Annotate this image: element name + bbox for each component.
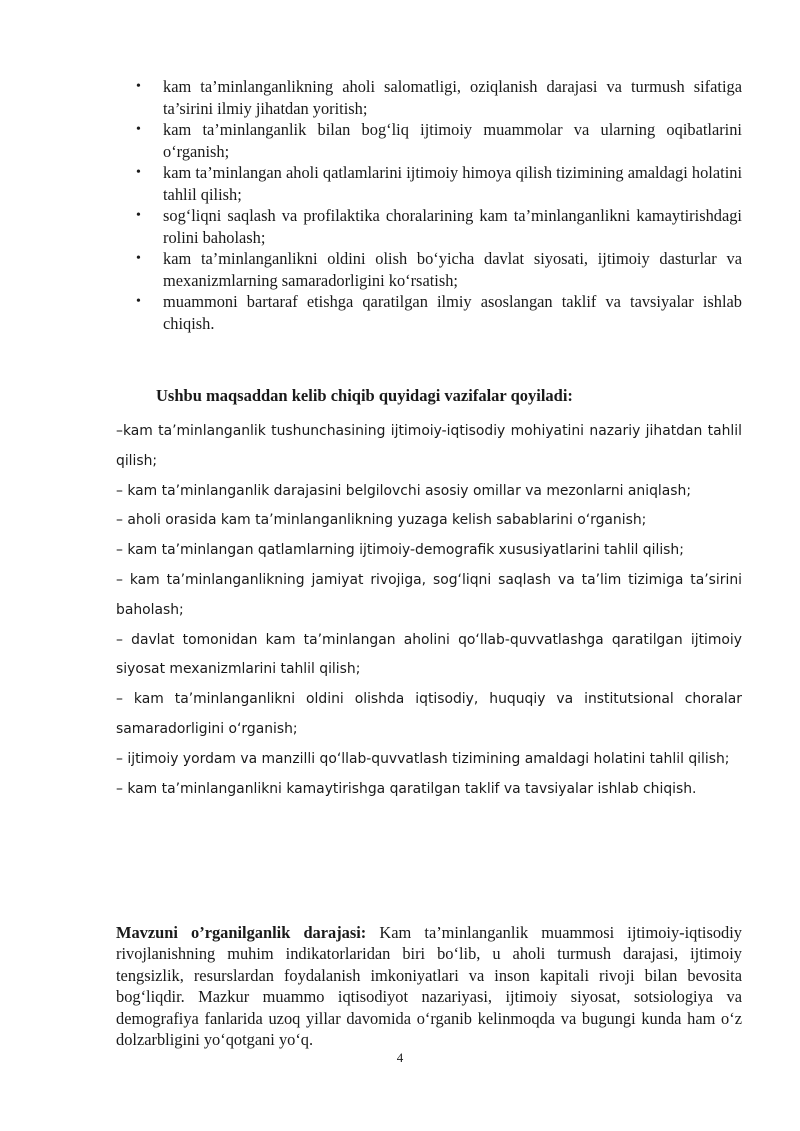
bullet-icon: • [136, 79, 141, 94]
list-item [136, 291, 742, 334]
task-item: –kam ta’minlanganlik tushunchasining ijtimoiy-iqtisodiy mohiyatini nazariy jihatdan tahlil qilish; [116, 423, 742, 469]
bullet-icon: • [136, 294, 141, 309]
objective-text: kam ta’minlangan aholi qatlamlarini ijtimoiy himoya qilish tizimining amaldagi holatini tahlil qilish; [163, 163, 742, 204]
task-item: – davlat tomonidan kam ta’minlangan aholini qo‘llab-quvvatlashga qaratilgan ijtimoiy siyosat mexanizmlarini tahlil qilish; [116, 631, 742, 678]
page-number: 4 [396, 1050, 404, 1065]
study-level-text: Kam ta’minlanganlik muammosi ijtimoiy-iqtisodiy rivojlanishning muhim indikatorlaridan biri bo‘lib, u aholi turmush darajasi, ijtimoiy tengsizlik, resurslardan foydalanish imkoniyatlari va inson kapitali rivoji bilan bevosita bog‘liqdir. Mazkur muammo iqtisodiyot nazariyasi, ijtimoiy siyosat, sotsiologiya va demografiya fanlarida uzoq yillar davomida o‘rganib kelinmoqda va bugungi kunda ham o‘z dolzarbligini yo‘qotgani yo‘q. [116, 923, 743, 1050]
list-item [136, 162, 742, 205]
task-item: – kam ta’minlanganlikni kamaytirishga qaratilgan taklif va tavsiyalar ishlab chiqish. [116, 780, 697, 797]
list-item [136, 76, 742, 119]
study-level-lead: Mavzuni o’rganilganlik darajasi: [116, 923, 367, 942]
bullet-icon: • [136, 122, 141, 137]
list-item [136, 205, 742, 248]
task-item: – aholi orasida kam ta’minlanganlikning yuzaga kelish sabablarini o‘rganish; [116, 512, 647, 529]
task-item: – ijtimoiy yordam va manzilli qo‘llab-quvvatlash tizimining amaldagi holatini tahlil qilish; [116, 750, 730, 767]
bullet-icon: • [136, 251, 141, 266]
tasks-heading: Ushbu maqsaddan kelib chiqib quyidagi vazifalar qoyiladi: [156, 386, 573, 405]
objective-text: kam ta’minlanganlik bilan bog‘liq ijtimoiy muammolar va ularning oqibatlarini o‘rganish; [163, 120, 742, 161]
objective-text: muammoni bartaraf etishga qaratilgan ilmiy asoslangan taklif va tavsiyalar ishlab chiqish. [163, 292, 742, 333]
objective-text: sog‘liqni saqlash va profilaktika choralarining kam ta’minlanganlikni kamaytirishdagi rolini baholash; [163, 206, 742, 247]
task-item: – kam ta’minlanganlik darajasini belgilovchi asosiy omillar va mezonlarni aniqlash; [116, 482, 692, 499]
task-item: – kam ta’minlanganlikni oldini olishda iqtisodiy, huquqiy va institutsional choralar samaradorligini o‘rganish; [116, 691, 742, 737]
study-level-paragraph [116, 922, 742, 1050]
objectives-list [136, 76, 742, 334]
task-item: – kam ta’minlanganlikning jamiyat rivojiga, sog‘liqni saqlash va ta’lim tizimiga ta’sirini baholash; [116, 571, 742, 618]
objective-text: kam ta’minlanganlikning aholi salomatligi, oziqlanish darajasi va turmush sifatiga ta’sirini ilmiy jihatdan yoritish; [163, 77, 742, 118]
list-item [136, 248, 742, 291]
list-item [136, 119, 742, 162]
tasks-list [116, 417, 742, 804]
bullet-icon: • [136, 208, 141, 223]
objective-text: kam ta’minlanganlikni oldini olish bo‘yicha davlat siyosati, ijtimoiy dasturlar va mexanizmlarning samaradorligini ko‘rsatish; [163, 249, 742, 290]
task-item: – kam ta’minlangan qatlamlarning ijtimoiy-demografik xususiyatlarini tahlil qilish; [116, 542, 684, 559]
bullet-icon: • [136, 165, 141, 180]
